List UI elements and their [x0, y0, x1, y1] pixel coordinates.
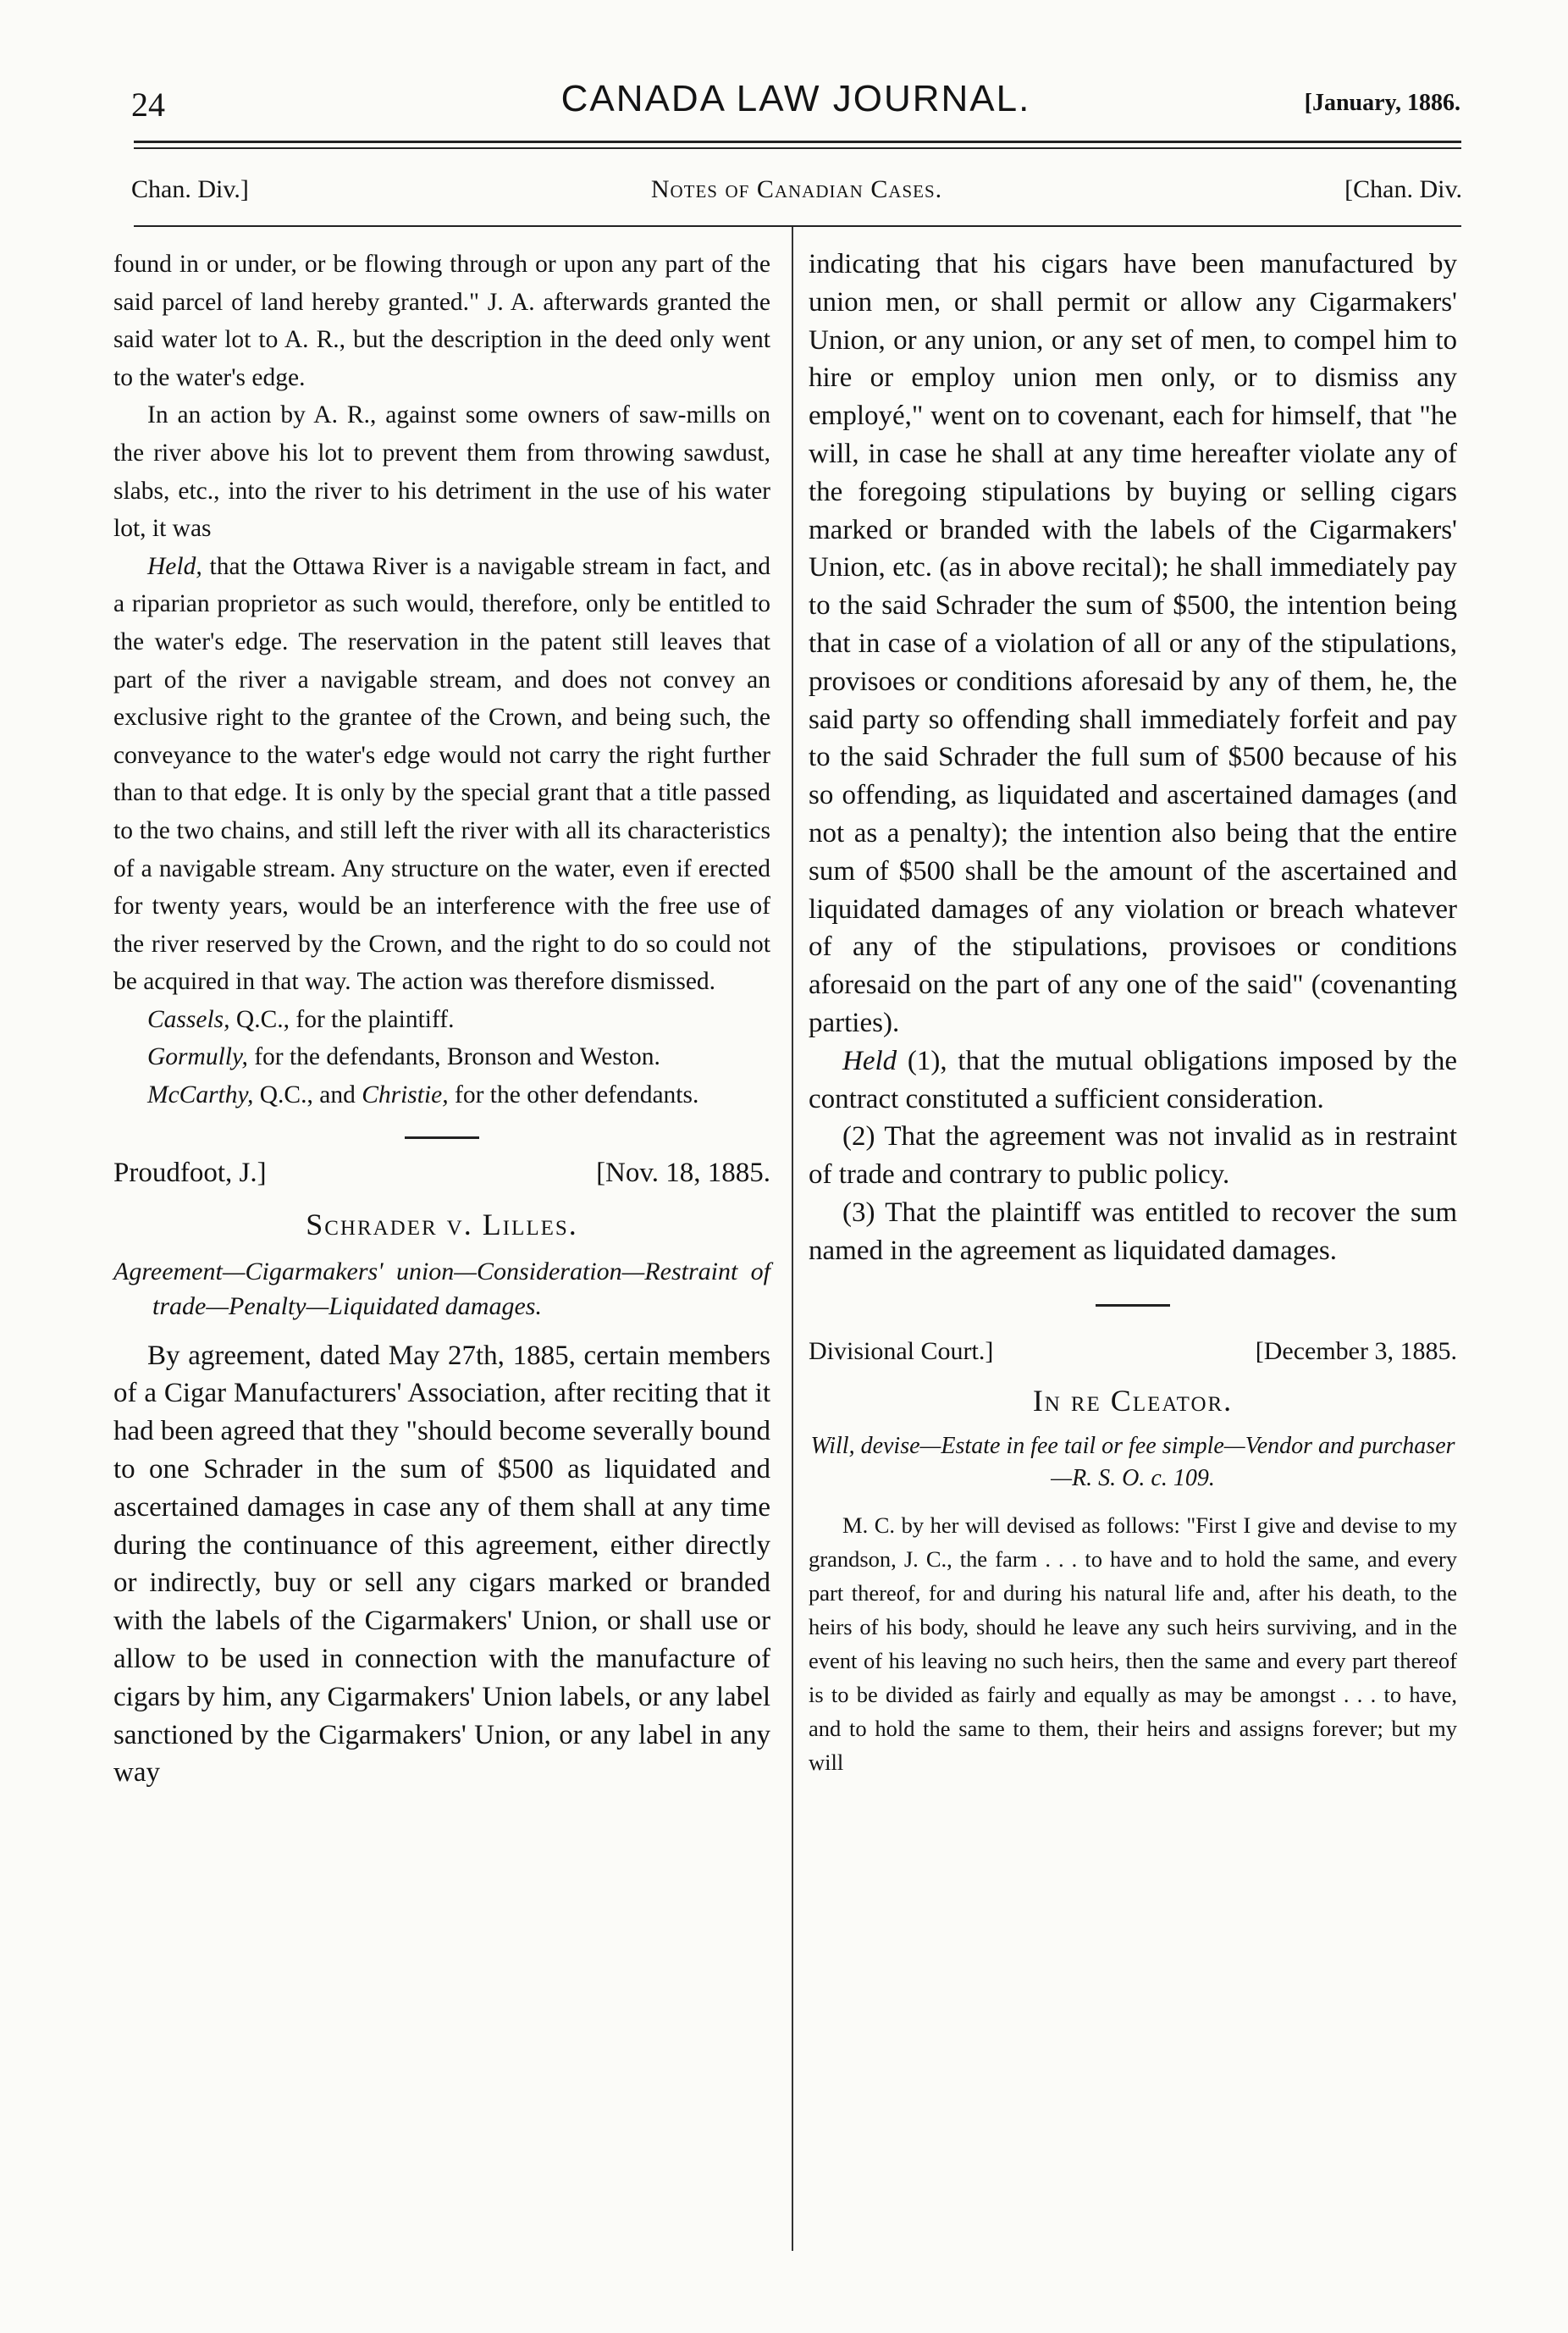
counsel-2 [113, 1038, 770, 1076]
counsel-3-name2: Christie, [362, 1081, 449, 1109]
case-body: By agreement, dated May 27th, 1885, certain members of a Cigar Manufacturers' Association, after reciting that it had been agreed that they "should become severally bound to one Schrader in the sum of $500 as liquidated and ascertained damages in case any of them shall at any time during the continuance of this agreement, either directly or indirectly, buy or sell any cigars marked or branded with the labels of the Cigarmakers' Union, or shall use or allow to be used in connection with the manufacture of cigars by him, any Cigarmakers' Union labels, or any label sanctioned by the Cigarmakers' Union, or any label in any way [113, 1340, 770, 1788]
counsel-3-text: for the other defendants. [448, 1081, 699, 1109]
court-judge: Proudfoot, J.] [113, 1157, 267, 1188]
counsel-3-name: McCarthy, [147, 1081, 254, 1109]
held-2: (2) That the agreement was not invalid as in restraint of trade and contrary to public policy. [809, 1121, 1457, 1191]
left-paragraph-1: found in or under, or be flowing through or upon any part of the said parcel of land hereby granted." J. A. afterwards granted the said water lot to A. R., but the description in the deed only went to the water's edge. [113, 251, 770, 391]
held-1-text: (1), that the mutual obligations imposed by the contract constituted a sufficient consideration. [809, 1045, 1457, 1114]
section-head [131, 175, 1462, 209]
counsel-1-name: Cassels, [147, 1005, 230, 1033]
court-name-right: Divisional Court.] [809, 1336, 994, 1365]
case-divider [405, 1136, 479, 1139]
held-3: (3) That the plaintiff was entitled to recover the sum named in the agreement as liquidated damages. [809, 1197, 1457, 1266]
counsel-1-text: Q.C., for the plaintiff. [229, 1005, 455, 1033]
section-center: Notes of Canadian Cases. [650, 175, 943, 203]
held-text: that the Ottawa River is a navigable stream in fact, and a riparian proprietor as such would, therefore, only be entitled to the water's edge. The reservation in the patent still leaves that part of the river a navigable stream, and does not convey an exclusive right to the grantee of the Crown, and being such, the conveyance to the water's edge would not carry the right further than to that edge. It is only by the special grant that a title passed to the two chains, and still left the river with all its characteristics of a navigable stream. Any structure on the water, even if erected for twenty years, would be an interference with the free use of the river reserved by the Crown, and the right to do so could not be acquired in that way. The action was therefore dismissed. [113, 552, 770, 996]
counsel-2-name: Gormully, [147, 1043, 248, 1071]
section-rule [134, 225, 1461, 227]
court-line-right [809, 1337, 1457, 1376]
case-divider-right [1096, 1304, 1170, 1307]
issue-date: [January, 1886. [1304, 90, 1460, 116]
counsel-3-mid: Q.C., and [253, 1081, 362, 1109]
held-1 [809, 1042, 1457, 1119]
case-headnote: Agreement—Cigarmakers' union—Consideration—Restraint of trade—Penalty—Liquidated damages. [113, 1257, 770, 1320]
journal-title: CANADA LAW JOURNAL. [560, 78, 1031, 119]
left-column [113, 246, 770, 1792]
left-paragraph-2: In an action by A. R., against some owners of saw-mills on the river above his lot to prevent them from throwing sawdust, slabs, etc., into the river to his detriment in the use of his water lot, it was [113, 401, 770, 543]
column-rule [792, 227, 793, 2251]
court-line [113, 1158, 770, 1200]
counsel-2-text: for the defendants, Bronson and Weston. [247, 1043, 660, 1071]
section-right: [Chan. Div. [1344, 175, 1462, 203]
header-rule [134, 141, 1461, 143]
header-rule-inner [134, 147, 1461, 149]
case-title: Schrader v. Lilles. [306, 1207, 578, 1241]
held-word-right: Held [842, 1045, 897, 1076]
court-date: [Nov. 18, 1885. [596, 1157, 770, 1188]
held-paragraph [113, 548, 770, 1001]
court-date-right: [December 3, 1885. [1255, 1336, 1457, 1365]
section-left: Chan. Div.] [131, 175, 249, 203]
counsel-1 [113, 1001, 770, 1039]
case-title-right: In re Cleator. [1032, 1383, 1234, 1418]
running-head [131, 78, 1460, 125]
counsel-3 [113, 1076, 770, 1114]
case-body-right: M. C. by her will devised as follows: "First I give and devise to my grandson, J. C., the farm . . . to have and to hold the same, and every part thereof, for and during his natural life and, after his death, to the heirs of his body, should he leave any such heirs surviving, and in the event of his leaving no such heirs, then the same and every part thereof is to be divided as fairly and equally as may be amongst . . . to have, and to hold the same to them, their heirs and assigns forever; but my will [809, 1512, 1457, 1775]
right-paragraph-1: indicating that his cigars have been manufactured by union men, or shall permit or allow any Cigarmakers' Union, or any union, or any set of men, to compel him to hire or employ union men only, or to dismiss any employé," went on to covenant, each for himself, that "he will, in case he shall at any time hereafter violate any of the foregoing stipulations by buying or selling cigars marked or branded with the labels of the Cigarmakers' Union, etc. (as in above recital); he shall immediately pay to the said Schrader the sum of $500, the intention being that in case of a violation of all or any of the stipulations, provisoes or conditions aforesaid by any of them, he, the said party so offending shall immediately forfeit and pay to the said Schrader the full sum of $500 because of his so offending, as liquidated and ascertained damages (and not as a penalty); the intention also being that the entire sum of $500 shall be the amount of the ascertained and liquidated damages of any violation or breach whatever of any of the stipulations, provisoes or conditions aforesaid on the part of any one of the said" (covenanting parties). [809, 249, 1457, 1038]
page-number: 24 [131, 86, 165, 124]
held-word: Held, [147, 552, 202, 580]
right-column [809, 246, 1457, 1779]
case-headnote-right: Will, devise—Estate in fee tail or fee simple—Vendor and purchaser—R. S. O. c. 109. [810, 1432, 1455, 1491]
